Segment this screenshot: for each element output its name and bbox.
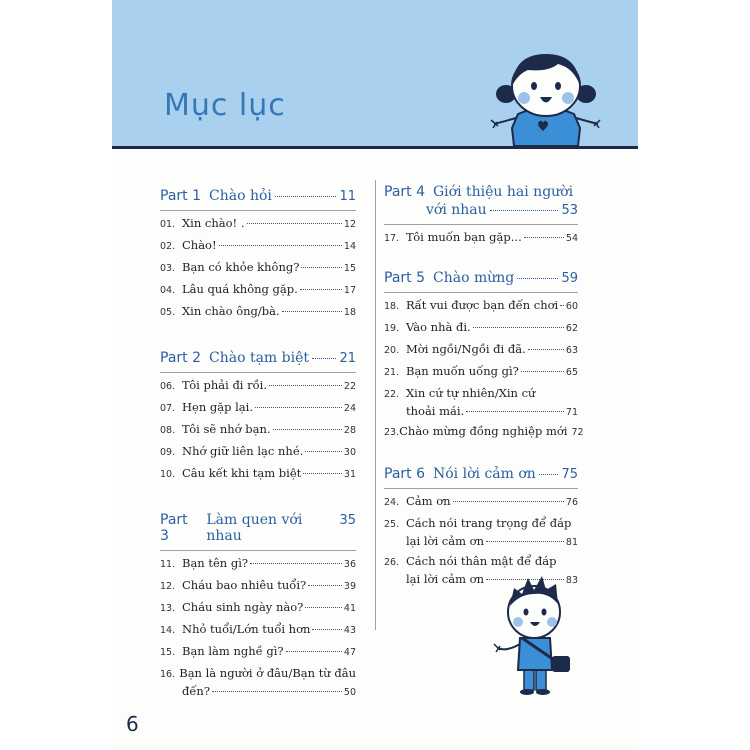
dot-leader — [303, 473, 342, 474]
entry-page: 72 — [571, 427, 584, 438]
entry-text: Cháu bao nhiêu tuổi? — [182, 578, 307, 592]
entry-number: 06. — [160, 381, 176, 392]
toc-entry[interactable] — [160, 238, 356, 260]
header-divider — [112, 146, 638, 149]
dot-leader — [212, 691, 342, 692]
dot-leader — [453, 501, 564, 502]
entry-number: 03. — [160, 263, 176, 274]
entry-number: 19. — [384, 323, 400, 334]
dot-leader — [312, 358, 336, 359]
entry-number: 17. — [384, 233, 400, 244]
entry-text-continued: lại lời cảm ơn — [406, 572, 484, 586]
part-5-heading[interactable] — [384, 270, 578, 286]
entry-text: Cách nói trang trọng để đáp — [406, 516, 572, 530]
entry-number: 07. — [160, 403, 176, 414]
entry-text: Bạn là người ở đâu/Bạn từ đâu — [179, 666, 356, 680]
toc-entry[interactable] — [160, 644, 356, 666]
page-title: Mục lục — [164, 88, 286, 123]
entry-text: Nhớ giữ liên lạc nhé. — [182, 444, 304, 458]
entry-text: Cảm ơn — [406, 494, 451, 508]
dot-leader — [305, 451, 342, 452]
part-4-heading[interactable] — [384, 184, 578, 218]
part-page: 35 — [339, 513, 356, 528]
dot-leader — [312, 629, 341, 630]
part-label: Part 3 — [160, 512, 188, 544]
entry-page: 43 — [343, 625, 356, 636]
entry-text: Bạn tên gì? — [182, 556, 249, 570]
dot-leader — [308, 585, 342, 586]
part-label: Part 6 — [384, 466, 425, 482]
entry-page: 81 — [565, 537, 578, 548]
entry-number: 14. — [160, 625, 176, 636]
entry-page: 24 — [343, 403, 356, 414]
entry-text: Lâu quá không gặp. — [182, 282, 298, 296]
entry-page: 12 — [343, 219, 356, 230]
toc-entry[interactable] — [160, 444, 356, 466]
entry-page: 65 — [565, 367, 578, 378]
dot-leader — [305, 607, 342, 608]
toc-entry[interactable] — [384, 386, 578, 424]
toc-entry[interactable] — [160, 422, 356, 444]
book-page — [112, 0, 638, 750]
girl-character-icon — [488, 42, 604, 146]
entry-page: 28 — [343, 425, 356, 436]
entry-text: Mời ngồi/Ngồi đi đã. — [406, 342, 526, 356]
entry-number: 22. — [384, 389, 400, 400]
entry-number: 08. — [160, 425, 176, 436]
entry-page: 50 — [343, 687, 356, 698]
toc-entry[interactable] — [384, 516, 578, 554]
toc-entry[interactable] — [160, 304, 356, 326]
dot-leader — [521, 371, 564, 372]
dot-leader — [539, 474, 559, 475]
entry-number: 25. — [384, 519, 400, 530]
dot-leader — [282, 311, 342, 312]
part-name: Chào mừng — [433, 270, 515, 286]
toc-entry[interactable] — [384, 342, 578, 364]
toc-entry[interactable] — [160, 466, 356, 488]
entry-text: Tôi muốn bạn gặp... — [406, 230, 522, 244]
entry-number: 13. — [160, 603, 176, 614]
dot-leader — [255, 407, 342, 408]
entry-text-continued: lại lời cảm ơn — [406, 534, 484, 548]
toc-entry[interactable] — [160, 260, 356, 282]
entry-text: Chào! — [182, 238, 217, 252]
entry-number: 09. — [160, 447, 176, 458]
toc-entry[interactable] — [160, 622, 356, 644]
dot-leader — [247, 223, 342, 224]
entry-number: 04. — [160, 285, 176, 296]
toc-entry[interactable] — [160, 378, 356, 400]
toc-entry[interactable] — [384, 298, 578, 320]
dot-leader — [486, 541, 564, 542]
part-rule — [384, 292, 578, 293]
dot-leader — [250, 563, 342, 564]
part-rule — [384, 488, 578, 489]
part-label: Part 1 — [160, 188, 201, 204]
toc-entry[interactable] — [384, 494, 578, 516]
entry-page: 18 — [343, 307, 356, 318]
entry-page: 62 — [565, 323, 578, 334]
part-page: 53 — [561, 203, 578, 218]
part-name: Chào hỏi — [209, 188, 272, 204]
entry-text-continued: đến? — [182, 684, 211, 698]
entry-text: Cách nói thân mật để đáp — [406, 554, 557, 568]
dot-leader — [219, 245, 342, 246]
part-rule — [384, 224, 578, 225]
part-name: Chào tạm biệt — [209, 350, 310, 366]
entry-page: 15 — [343, 263, 356, 274]
dot-leader — [490, 210, 559, 211]
entry-page: 83 — [565, 575, 578, 586]
part-label: Part 4 — [384, 184, 425, 200]
toc-entry[interactable] — [384, 424, 584, 446]
entry-text: Tôi sẽ nhớ bạn. — [182, 422, 271, 436]
entry-number: 18. — [384, 301, 400, 312]
entry-number: 01. — [160, 219, 176, 230]
entry-text: Tôi phải đi rồi. — [182, 378, 268, 392]
entry-page: 41 — [343, 603, 356, 614]
part-label: Part 2 — [160, 350, 201, 366]
entry-page: 14 — [343, 241, 356, 252]
entry-number: 15. — [160, 647, 176, 658]
entry-text: Hẹn gặp lại. — [182, 400, 253, 414]
entry-number: 24. — [384, 497, 400, 508]
part-page: 11 — [339, 189, 356, 204]
part-1-heading[interactable] — [160, 188, 356, 204]
dot-leader — [473, 327, 564, 328]
toc-entry[interactable] — [160, 578, 356, 600]
entry-page: 17 — [343, 285, 356, 296]
entry-number: 12. — [160, 581, 176, 592]
part-name: Giới thiệu hai người — [433, 184, 574, 200]
entry-page: 63 — [565, 345, 578, 356]
toc-entry[interactable] — [160, 216, 356, 238]
entry-number: 23. — [384, 427, 400, 438]
toc-entry[interactable] — [160, 400, 356, 422]
dot-leader — [528, 349, 564, 350]
entry-page: 30 — [343, 447, 356, 458]
entry-text: Chào mừng đồng nghiệp mới — [399, 424, 568, 438]
entry-text: Cháu sinh ngày nào? — [182, 600, 304, 614]
toc-entry[interactable] — [384, 320, 578, 342]
dot-leader — [300, 289, 342, 290]
part-page: 59 — [561, 271, 578, 286]
entry-text-continued: thoải mái. — [406, 404, 465, 418]
entry-number: 26. — [384, 557, 400, 568]
entry-text: Xin chào ông/bà. — [182, 304, 280, 318]
part-name: Làm quen với nhau — [206, 512, 303, 544]
entry-page: 39 — [343, 581, 356, 592]
boy-character-icon — [482, 568, 582, 698]
page-number: 6 — [126, 712, 139, 736]
entry-number: 11. — [160, 559, 176, 570]
right-column — [384, 184, 584, 592]
toc-entry[interactable] — [160, 282, 356, 304]
toc-entry[interactable] — [384, 230, 578, 252]
entry-page: 60 — [565, 301, 578, 312]
dot-leader — [286, 651, 342, 652]
entry-number: 05. — [160, 307, 176, 318]
part-6-heading[interactable] — [384, 466, 578, 482]
entry-page: 54 — [565, 233, 578, 244]
toc-entry[interactable] — [160, 600, 356, 622]
entry-number: 20. — [384, 345, 400, 356]
dot-leader — [517, 278, 558, 279]
part-page: 75 — [561, 467, 578, 482]
part-name: Nói lời cảm ơn — [433, 466, 536, 482]
part-rule — [160, 372, 356, 373]
entry-number: 10. — [160, 469, 176, 480]
entry-page: 71 — [565, 407, 578, 418]
part-label: Part 5 — [384, 270, 425, 286]
entry-page: 22 — [343, 381, 356, 392]
part-rule — [160, 550, 356, 551]
column-divider — [375, 180, 376, 630]
entry-text: Bạn muốn uống gì? — [406, 364, 519, 378]
entry-number: 02. — [160, 241, 176, 252]
entry-page: 76 — [565, 497, 578, 508]
part-page: 21 — [339, 351, 356, 366]
entry-page: 47 — [343, 647, 356, 658]
dot-leader — [269, 385, 342, 386]
part-2-heading[interactable] — [160, 350, 356, 366]
entry-number: 16. — [160, 669, 176, 680]
dot-leader — [273, 429, 342, 430]
entry-text: Xin chào! . — [182, 216, 245, 230]
entry-text: Bạn làm nghề gì? — [182, 644, 284, 658]
dot-leader — [275, 196, 337, 197]
dot-leader — [560, 305, 564, 306]
toc-entry[interactable] — [160, 556, 356, 578]
entry-text: Vào nhà đi. — [406, 320, 471, 334]
entry-text: Rất vui được bạn đến chơi — [406, 298, 559, 312]
entry-text: Nhỏ tuổi/Lớn tuổi hơn — [182, 622, 311, 636]
entry-page: 36 — [343, 559, 356, 570]
dot-leader — [466, 411, 564, 412]
part-rule — [160, 210, 356, 211]
entry-text: Bạn có khỏe không? — [182, 260, 300, 274]
toc-entry[interactable] — [384, 364, 578, 386]
entry-page: 31 — [343, 469, 356, 480]
toc-entry[interactable] — [160, 666, 356, 704]
part-name-continued: với nhau — [426, 202, 487, 218]
part-3-heading[interactable] — [160, 512, 356, 544]
entry-text: Câu kết khi tạm biệt — [182, 466, 302, 480]
left-column — [160, 188, 356, 704]
entry-number: 21. — [384, 367, 400, 378]
dot-leader — [524, 237, 564, 238]
entry-text: Xin cứ tự nhiên/Xin cứ — [406, 386, 536, 400]
dot-leader — [301, 267, 342, 268]
